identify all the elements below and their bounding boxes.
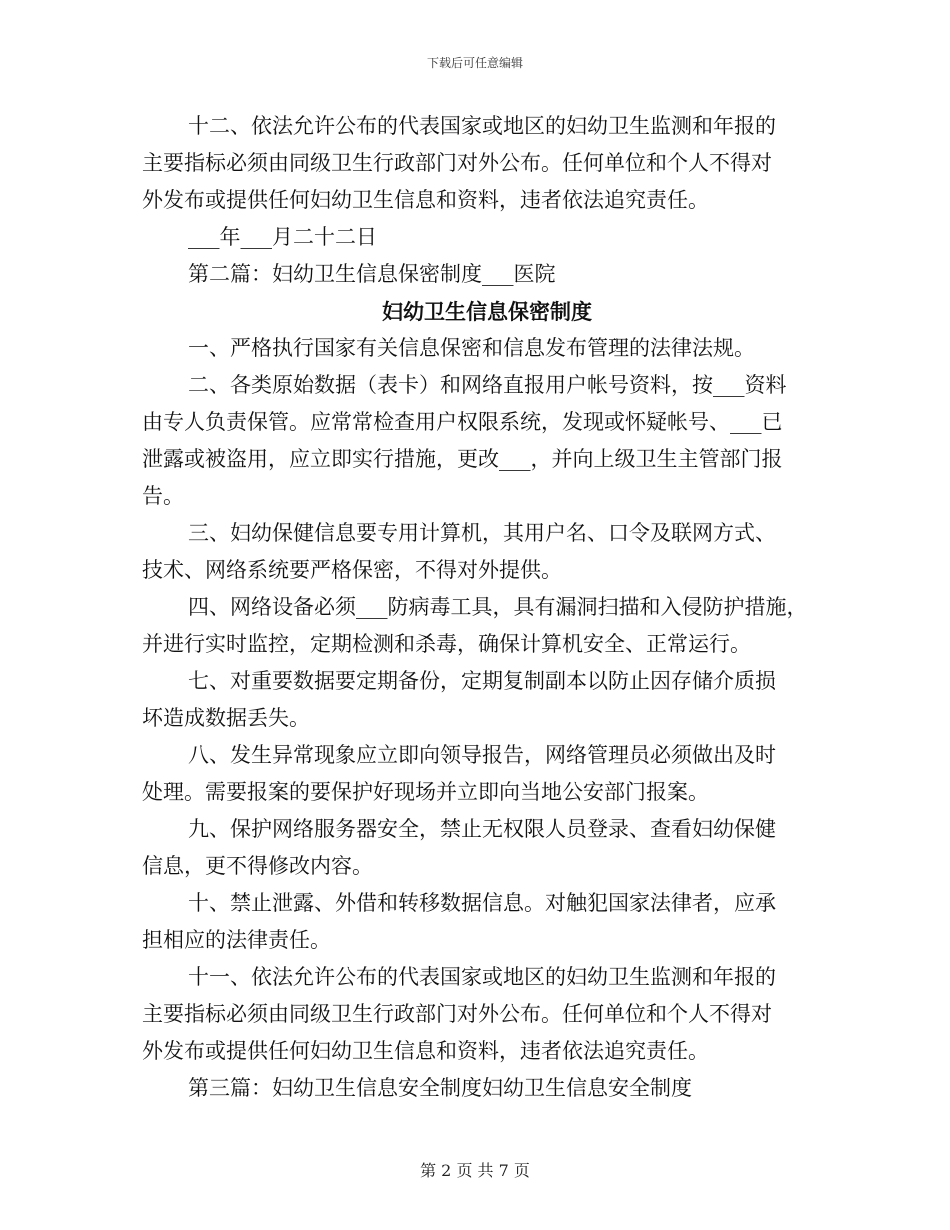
paragraph-line: 并进行实时监控，定期检测和杀毒，确保计算机安全、正常运行。 [142, 632, 751, 656]
paragraph-line: 担相应的法律责任。 [142, 928, 331, 952]
paragraph-line: 外发布或提供任何妇幼卫生信息和资料，违者依法追究责任。 [142, 188, 709, 212]
page-header-note: 下载后可任意编辑 [426, 56, 523, 70]
paragraph-line: 三、妇幼保健信息要专用计算机，其用户名、口令及联网方式、 [188, 521, 776, 545]
paragraph-line: 四、网络设备必须___防病毒工具，具有漏洞扫描和入侵防护措施， [188, 595, 808, 619]
paragraph-line: 八、发生异常现象应立即向领导报告，网络管理员必须做出及时 [188, 743, 776, 767]
paragraph-line: 由专人负责保管。应常常检查用户权限系统，发现或怀疑帐号、___已 [142, 410, 783, 434]
paragraph-line: 信息，更不得修改内容。 [142, 854, 373, 878]
paragraph-line: 十一、依法允许公布的代表国家或地区的妇幼卫生监测和年报的 [188, 965, 776, 989]
paragraph-line: 处理。需要报案的要保护好现场并立即向当地公安部门报案。 [142, 780, 709, 804]
document-body [142, 108, 832, 1107]
paragraph-line: 九、保护网络服务器安全，禁止无权限人员登录、查看妇幼保健 [188, 817, 776, 841]
paragraph-line: 泄露或被盗用，应立即实行措施，更改___，并向上级卫生主管部门报 [142, 447, 783, 471]
paragraph-line: 十、禁止泄露、外借和转移数据信息。对触犯国家法律者，应承 [188, 891, 776, 915]
paragraph-line: 第三篇：妇幼卫生信息安全制度妇幼卫生信息安全制度 [188, 1076, 692, 1100]
paragraph-line: 十二、依法允许公布的代表国家或地区的妇幼卫生监测和年报的 [188, 114, 776, 138]
paragraph-line: 技术、网络系统要严格保密，不得对外提供。 [142, 558, 562, 582]
paragraph-line: 第二篇：妇幼卫生信息保密制度___医院 [188, 262, 556, 286]
paragraph-line: 二、各类原始数据（表卡）和网络直报用户帐号资料，按___资料 [188, 373, 787, 397]
paragraph-line: 外发布或提供任何妇幼卫生信息和资料，违者依法追究责任。 [142, 1039, 709, 1063]
paragraph-line: 七、对重要数据要定期备份，定期复制副本以防止因存储介质损 [188, 669, 776, 693]
page-footer: 第 2 页 共 7 页 [420, 1161, 530, 1180]
paragraph-line: 坏造成数据丢失。 [142, 706, 310, 730]
paragraph-line: 一、严格执行国家有关信息保密和信息发布管理的法律法规。 [188, 336, 755, 360]
paragraph-line: 告。 [142, 484, 184, 508]
paragraph-line: 主要指标必须由同级卫生行政部门对外公布。任何单位和个人不得对 [142, 1002, 772, 1026]
paragraph-line: ___年___月二十二日 [188, 225, 377, 249]
paragraph-line: 主要指标必须由同级卫生行政部门对外公布。任何单位和个人不得对 [142, 151, 772, 175]
section-title: 妇幼卫生信息保密制度 [382, 299, 592, 324]
